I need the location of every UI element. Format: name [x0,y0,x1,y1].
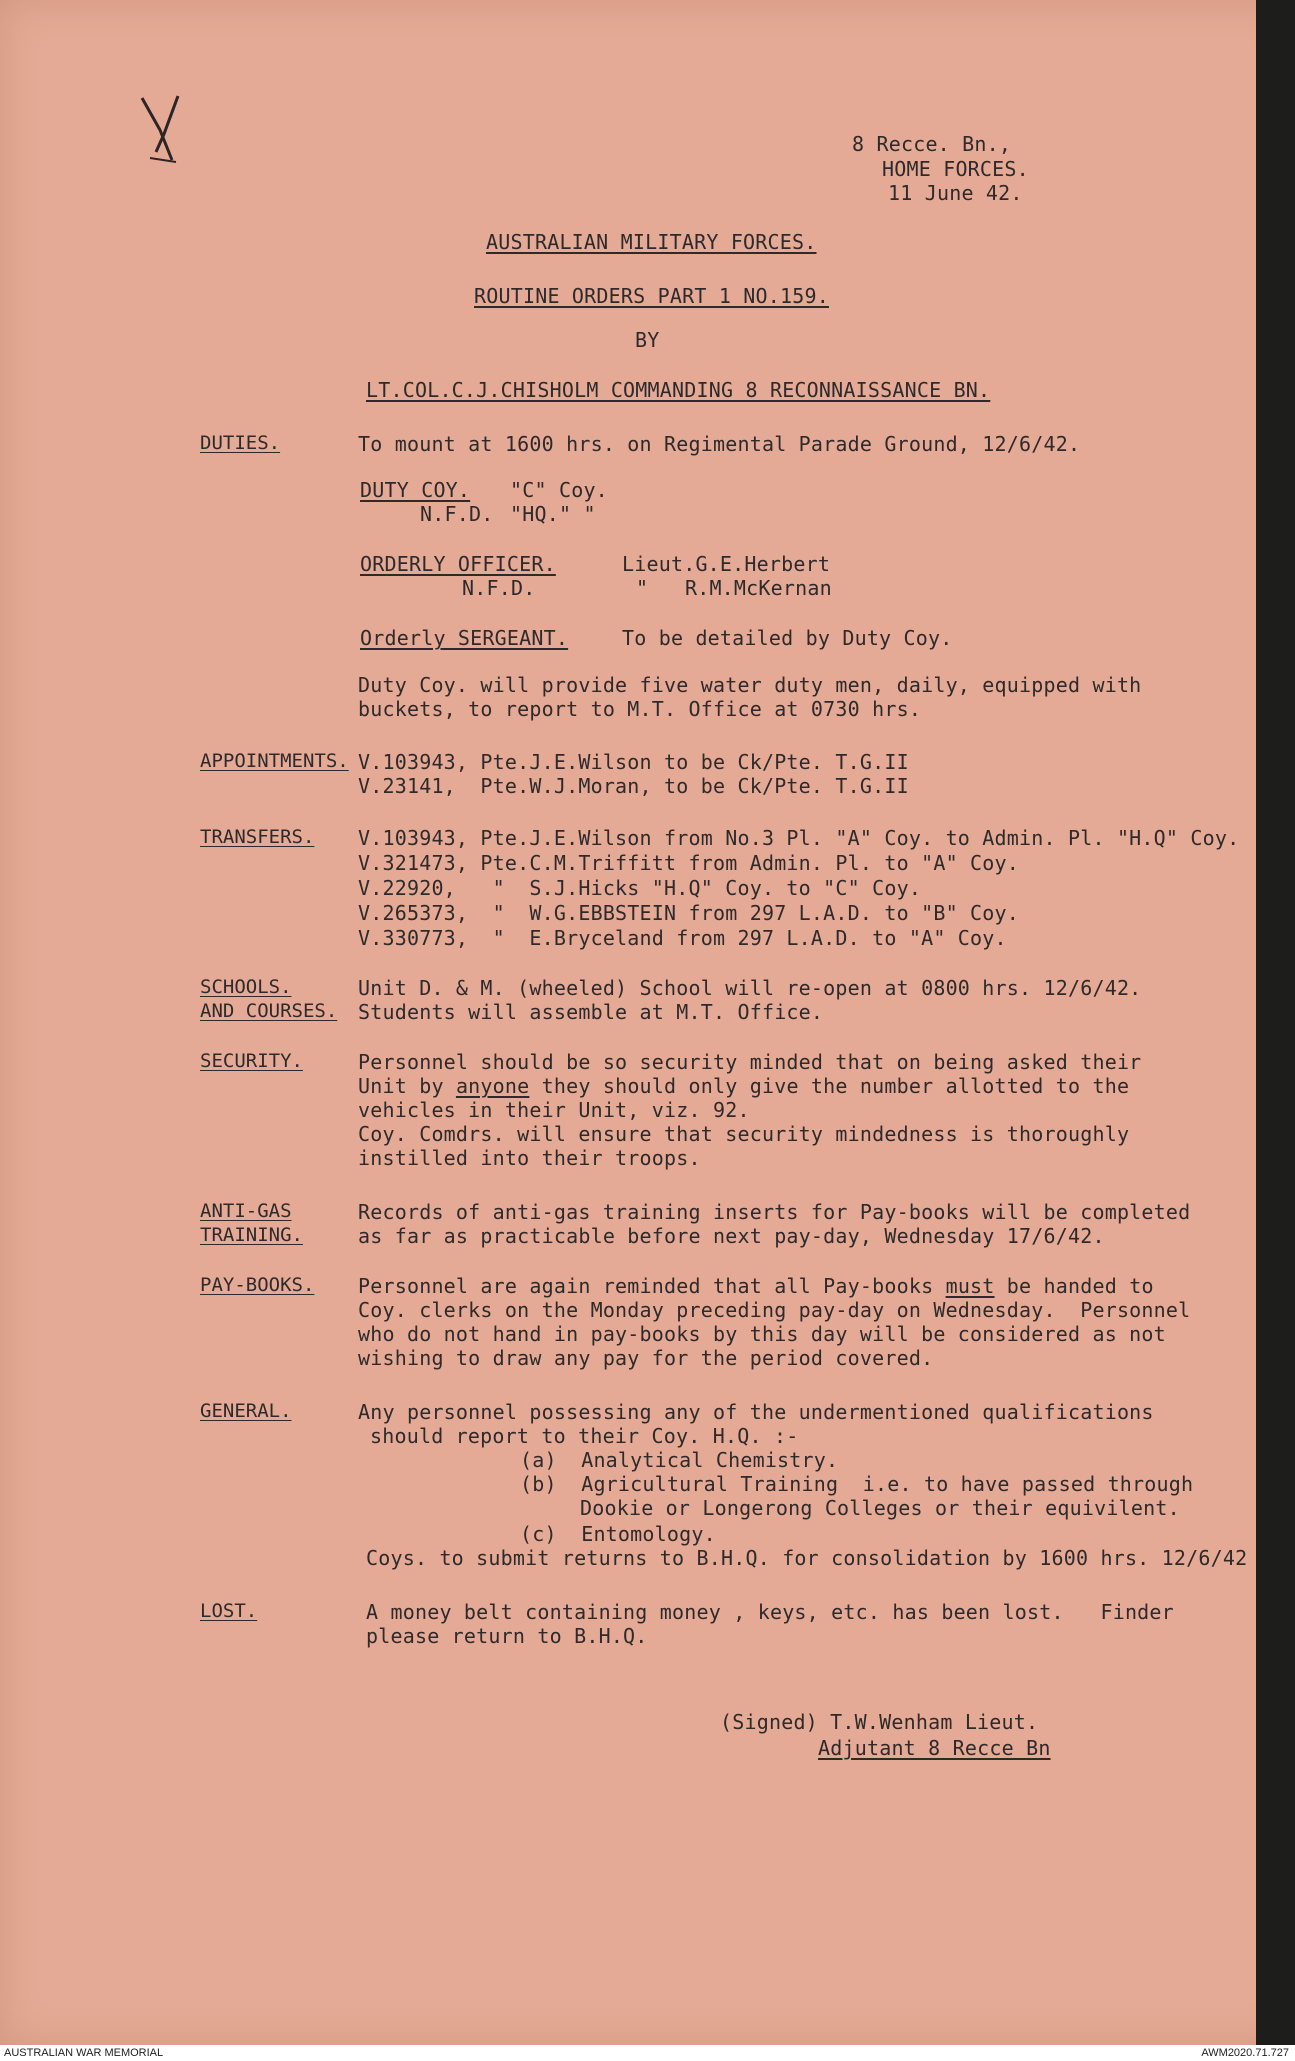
title-line1: AUSTRALIAN MILITARY FORCES. [486,230,817,254]
security-line4: Coy. Comdrs. will ensure that security mindedness is thoroughly [358,1122,1130,1146]
paybooks-line1-end: be handed to [994,1274,1154,1298]
general-item-b: (b) Agricultural Training i.e. to have passed through [520,1472,1194,1496]
transfer-line: V.22920, " S.J.Hicks "H.Q" Coy. to "C" Coy. [358,876,922,900]
paybooks-line1 [358,1274,1154,1298]
appointment-line: V.103943, Pte.J.E.Wilson to be Ck/Pte. T.G.II [358,750,909,774]
security-line5: instilled into their troops. [358,1146,701,1170]
header-unit: 8 Recce. Bn., [852,132,1012,156]
orderly-officer-label: ORDERLY OFFICER. [360,552,556,576]
water-line1: Duty Coy. will provide five water duty men, daily, equipped with [358,673,1142,697]
lost-heading: LOST. [200,1600,258,1622]
appointment-line: V.23141, Pte.W.J.Moran, to be Ck/Pte. T.G.II [358,774,909,798]
antigas-line: Records of anti-gas training inserts for Pay-books will be completed [358,1200,1191,1224]
paybooks-emphasis: must [945,1274,995,1298]
duties-heading: DUTIES. [200,432,281,454]
paybooks-line1-start: Personnel are again reminded that all Pay-books [358,1274,946,1298]
general-item-b2: Dookie or Longerong Colleges or their equivilent. [580,1496,1180,1520]
paybooks-line4: wishing to draw any pay for the period covered. [358,1346,934,1370]
title-by: BY [635,328,660,352]
duties-mount: To mount at 1600 hrs. on Regimental Parade Ground, 12/6/42. [358,432,1081,456]
general-line2: should report to their Coy. H.Q. :- [370,1424,799,1448]
appointments-heading: APPOINTMENTS. [200,750,349,772]
security-emphasis: anyone [455,1074,530,1098]
nfd-label: N.F.D. [420,502,494,526]
archive-footer [0,2045,1295,2061]
antigas-heading: ANTI-GAS [200,1200,292,1222]
transfers-heading: TRANSFERS. [200,826,315,848]
header-date: 11 June 42. [888,181,1023,205]
pencil-mark-icon [130,90,200,170]
nfd2-value: " R.M.McKernan [636,576,832,600]
paybooks-line3: who do not hand in pay-books by this day will be considered as not [358,1322,1166,1346]
transfer-line: V.103943, Pte.J.E.Wilson from No.3 Pl. "A" Coy. to Admin. Pl. "H.Q" Coy. [358,826,1240,850]
security-line3: vehicles in their Unit, viz. 92. [358,1098,750,1122]
security-line1: Personnel should be so security minded that on being asked their [358,1050,1142,1074]
signature-line1: (Signed) T.W.Wenham Lieut. [720,1710,1039,1734]
orderly-officer-value: Lieut.G.E.Herbert [622,552,831,576]
security-line2-start: Unit by [358,1074,456,1098]
security-heading: SECURITY. [200,1050,303,1072]
footer-right: AWM2020.71.727 [1201,2047,1289,2059]
transfer-line: V.330773, " E.Bryceland from 297 L.A.D. to "A" Coy. [358,926,1007,950]
title-line2: ROUTINE ORDERS PART 1 NO.159. [474,284,829,308]
security-line2 [358,1074,1129,1098]
schools-line: Unit D. & M. (wheeled) School will re-open at 0800 hrs. 12/6/42. [358,976,1142,1000]
footer-left: AUSTRALIAN WAR MEMORIAL [4,2047,164,2059]
paybooks-line2: Coy. clerks on the Monday preceding pay-day on Wednesday. Personnel [358,1298,1191,1322]
general-heading: GENERAL. [200,1400,292,1422]
schools-heading: SCHOOLS. [200,976,292,998]
lost-line: please return to B.H.Q. [366,1624,648,1648]
lost-line: A money belt containing money , keys, etc. has been lost. Finder [366,1600,1174,1624]
transfer-line: V.321473, Pte.C.M.Triffitt from Admin. Pl. to "A" Coy. [358,851,1020,875]
nfd2-label: N.F.D. [462,576,536,600]
transfer-line: V.265373, " W.G.EBBSTEIN from 297 L.A.D. to "B" Coy. [358,901,1020,925]
header-forces: HOME FORCES. [882,157,1029,181]
schools-line: Students will assemble at M.T. Office. [358,1000,824,1024]
general-item-c: (c) Entomology. [520,1522,716,1546]
nfd-value: "HQ." " [510,502,596,526]
signature-line2: Adjutant 8 Recce Bn [818,1736,1051,1760]
duty-coy-label: DUTY COY. [360,478,471,502]
orderly-sergeant-label: Orderly SERGEANT. [360,626,569,650]
antigas-heading-2: TRAINING. [200,1224,303,1246]
general-line-last: Coys. to submit returns to B.H.Q. for consolidation by 1600 hrs. 12/6/42 [366,1546,1248,1570]
general-item-a: (a) Analytical Chemistry. [520,1448,839,1472]
orderly-sergeant-value: To be detailed by Duty Coy. [622,626,953,650]
security-line2-end: they should only give the number allotted to the [529,1074,1130,1098]
general-line1: Any personnel possessing any of the undermentioned qualifications [358,1400,1154,1424]
duty-coy-value: "C" Coy. [510,478,608,502]
water-line2: buckets, to report to M.T. Office at 0730 hrs. [358,697,922,721]
paybooks-heading: PAY-BOOKS. [200,1274,315,1296]
title-commander: LT.COL.C.J.CHISHOLM COMMANDING 8 RECONNAISSANCE BN. [366,378,991,402]
schools-heading-2: AND COURSES. [200,1000,338,1022]
antigas-line: as far as practicable before next pay-day, Wednesday 17/6/42. [358,1224,1105,1248]
